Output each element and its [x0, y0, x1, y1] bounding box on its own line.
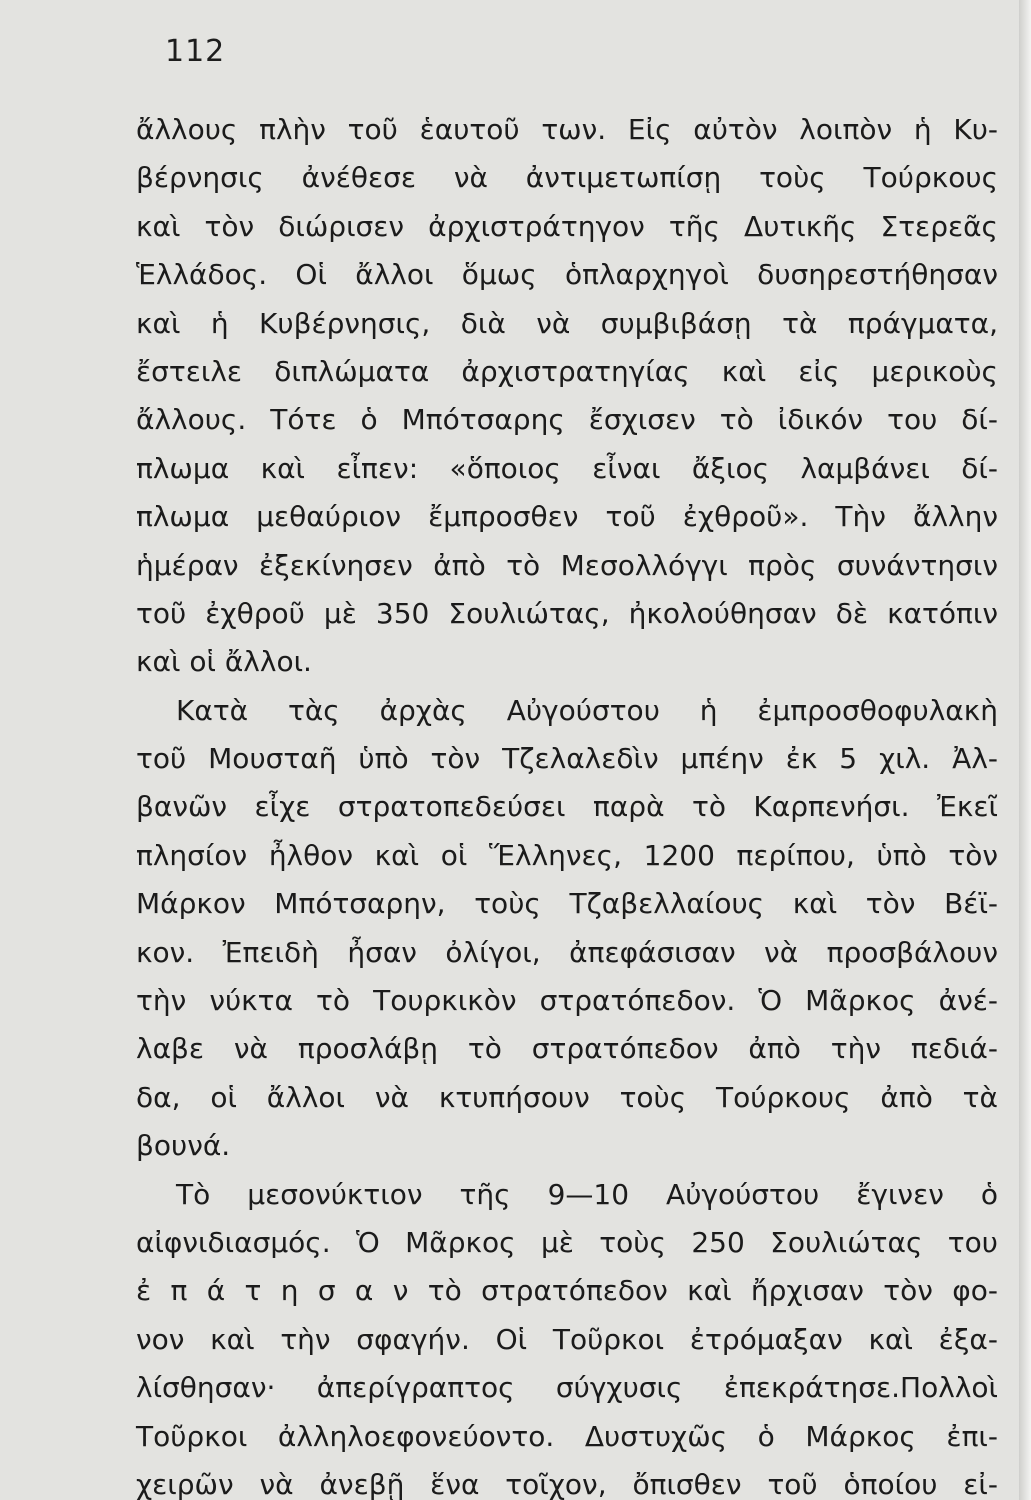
page-edge-shadow: [1019, 0, 1031, 1500]
text-line: καὶ οἱ ἄλλοι.: [136, 645, 312, 679]
text-line: Τὸ μεσονύκτιον τῆς 9—10 Αὐγούστου ἔγινεν ὁ: [176, 1177, 998, 1211]
text-line: νον καὶ τὴν σφαγήν. Οἱ Τοῦρκοι ἐτρόμαξαν καὶ ἐξα-: [136, 1322, 998, 1356]
text-line: βουνά.: [136, 1129, 231, 1163]
text-line: τοῦ Μουσταῆ ὑπὸ τὸν Τζελαλεδὶν μπέην ἐκ 5 χιλ. Ἀλ-: [136, 742, 998, 776]
text-line: λίσθησαν· ἀπερίγραπτος σύγχυσις ἐπεκράτησε.Πολλοὶ: [136, 1371, 998, 1405]
text-line: τὴν νύκτα τὸ Τουρκικὸν στρατόπεδον. Ὁ Μᾶρκος ἀνέ-: [136, 984, 998, 1018]
text-line: βανῶν εἶχε στρατοπεδεύσει παρὰ τὸ Καρπενήσι. Ἐκεῖ: [136, 790, 998, 824]
text-line: πλωμα καὶ εἶπεν: «ὅποιος εἶναι ἄξιος λαμβάνει δί-: [136, 451, 998, 485]
text-line: ἔστειλε διπλώματα ἀρχιστρατηγίας καὶ εἰς μερικοὺς: [136, 354, 998, 388]
text-line: ἐ π ά τ η σ α ν τὸ στρατόπεδον καὶ ἤρχισαν τὸν φο-: [136, 1274, 998, 1308]
text-line: ἄλλους πλὴν τοῦ ἑαυτοῦ των. Εἰς αὐτὸν λοιπὸν ἡ Κυ-: [136, 113, 998, 146]
text-line: πλησίον ἦλθον καὶ οἱ Ἕλληνες, 1200 περίπου, ὑπὸ τὸν: [136, 838, 998, 872]
text-line: καὶ ἡ Κυβέρνησις, διὰ νὰ συμβιβάσῃ τὰ πράγματα,: [136, 306, 998, 340]
text-line: βέρνησις ἀνέθεσε νὰ ἀντιμετωπίσῃ τοὺς Τούρκους: [136, 161, 998, 195]
body-text: [136, 106, 998, 1500]
text-line: καὶ τὸν διώρισεν ἀρχιστράτηγον τῆς Δυτικῆς Στερεᾶς: [136, 209, 998, 243]
text-line: Μάρκον Μπότσαρην, τοὺς Τζαβελλαίους καὶ τὸν Βέϊ-: [136, 887, 998, 921]
text-line: Ἑλλάδος. Οἱ ἄλλοι ὅμως ὁπλαρχηγοὶ δυσηρεστήθησαν: [136, 258, 998, 292]
text-line: λαβε νὰ προσλάβῃ τὸ στρατόπεδον ἀπὸ τὴν πεδιά-: [136, 1032, 998, 1066]
text-line: τοῦ ἐχθροῦ μὲ 350 Σουλιώτας, ἠκολούθησαν δὲ κατόπιν: [136, 596, 998, 630]
text-line: αἰφνιδιασμός. Ὁ Μᾶρκος μὲ τοὺς 250 Σουλιώτας του: [136, 1225, 998, 1259]
text-line: ἡμέραν ἐξεκίνησεν ἀπὸ τὸ Μεσολλόγγι πρὸς συνάντησιν: [136, 548, 998, 582]
page-number: 112: [165, 34, 226, 69]
text-line: ἄλλους. Τότε ὁ Μπότσαρης ἔσχισεν τὸ ἰδικόν του δί-: [136, 403, 998, 437]
text-line: κον. Ἐπειδὴ ἦσαν ὀλίγοι, ἀπεφάσισαν νὰ προσβάλουν: [136, 935, 998, 969]
text-line: χειρῶν νὰ ἀνεβῇ ἕνα τοῖχον, ὄπισθεν τοῦ ὁποίου εἰ-: [136, 1467, 998, 1500]
text-line: πλωμα μεθαύριον ἔμπροσθεν τοῦ ἐχθροῦ». Τὴν ἄλλην: [136, 500, 998, 534]
text-line: δα, οἱ ἄλλοι νὰ κτυπήσουν τοὺς Τούρκους ἀπὸ τὰ: [136, 1080, 998, 1114]
text-line: Τοῦρκοι ἀλληλοεφονεύοντο. Δυστυχῶς ὁ Μάρκος ἐπι-: [136, 1419, 998, 1453]
text-line: Κατὰ τὰς ἀρχὰς Αὐγούστου ἡ ἐμπροσθοφυλακὴ: [176, 693, 998, 727]
